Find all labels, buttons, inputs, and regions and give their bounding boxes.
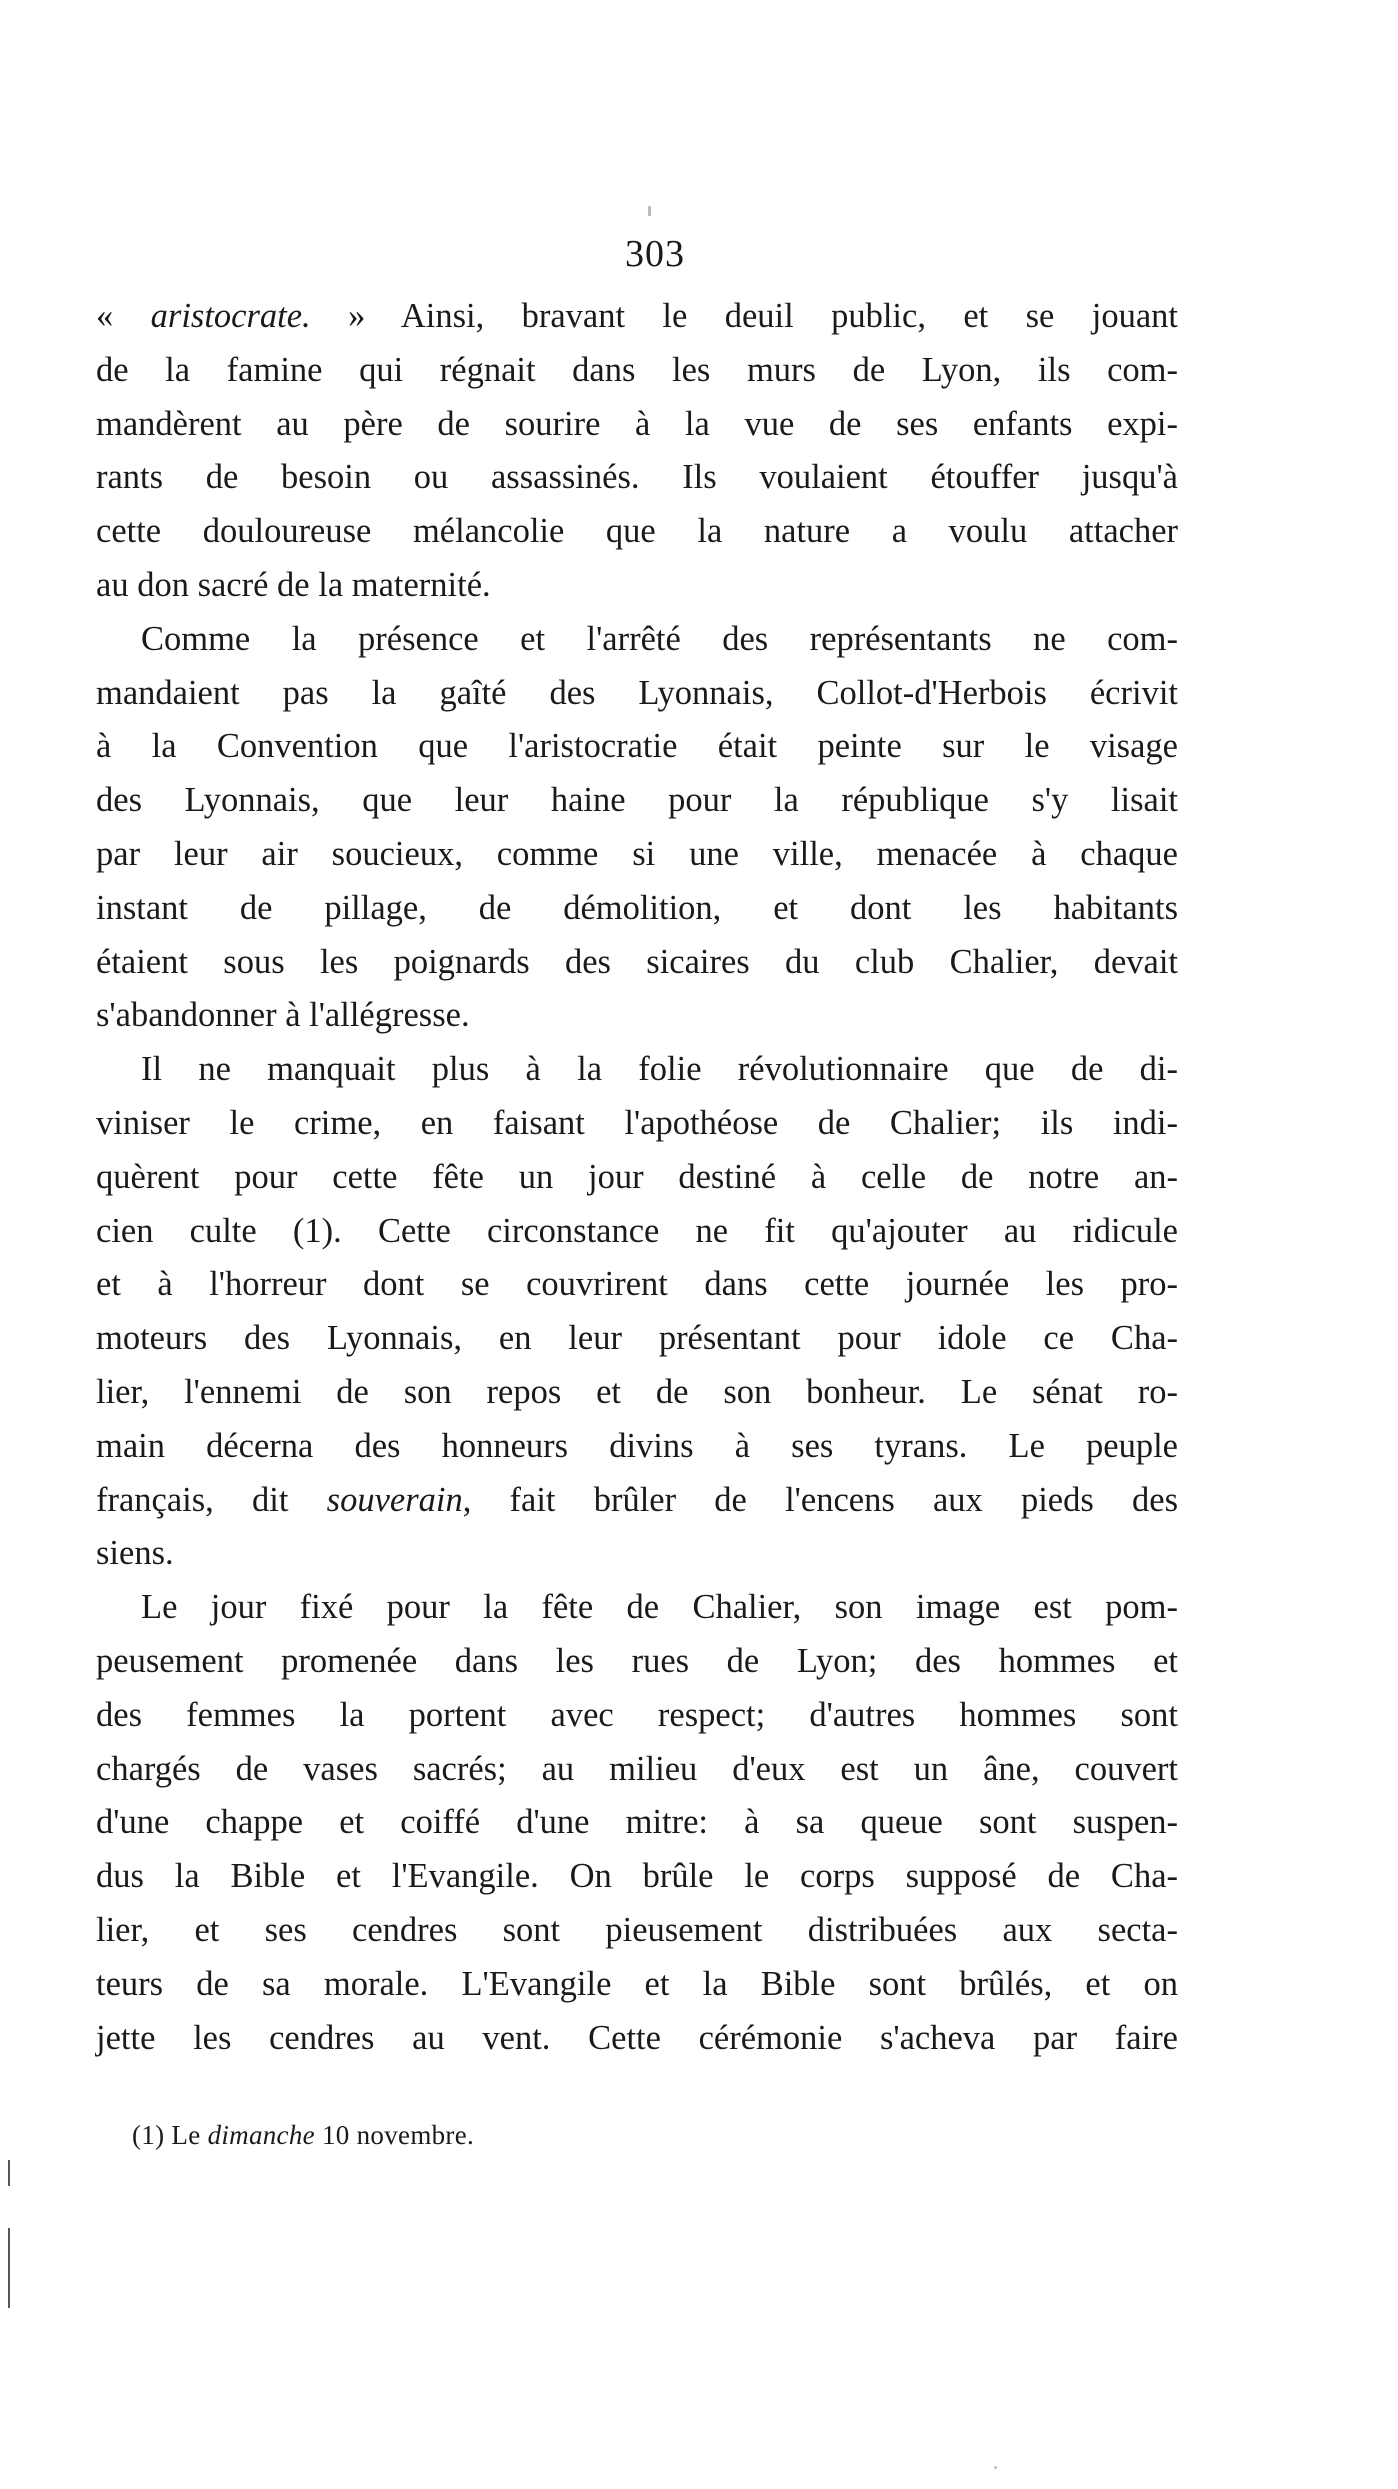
text-line: de la famine qui régnait dans les murs de Lyon, ils com-: [96, 350, 1178, 389]
text-line: dus la Bible et l'Evangile. On brûle le corps supposé de Cha-: [96, 1857, 1178, 1896]
text-line: lier, l'ennemi de son repos et de son bonheur. Le sénat ro-: [96, 1372, 1178, 1411]
text-line: et à l'horreur dont se couvrirent dans cette journée les pro-: [96, 1265, 1178, 1304]
body-text: [96, 290, 1178, 2065]
text-line: instant de pillage, de démolition, et dont les habitants: [96, 888, 1178, 927]
text-line: chargés de vases sacrés; au milieu d'eux est un âne, couvert: [96, 1749, 1178, 1788]
text-line: Comme la présence et l'arrêté des représentants ne com-: [141, 619, 1178, 658]
text-line: peusement promenée dans les rues de Lyon; des hommes et: [96, 1641, 1178, 1680]
scan-speck: [994, 2466, 997, 2469]
line-text: » Ainsi, bravant le deuil public, et se jouant: [310, 297, 1178, 335]
text-line: au don sacré de la maternité.: [96, 565, 491, 604]
page-number: 303: [625, 233, 685, 275]
text-line: des femmes la portent avec respect; d'autres hommes sont: [96, 1695, 1178, 1734]
text-line: main décerna des honneurs divins à ses tyrans. Le peuple: [96, 1426, 1178, 1465]
text-line: s'abandonner à l'allégresse.: [96, 996, 470, 1035]
text-line: d'une chappe et coiffé d'une mitre: à sa queue sont suspen-: [96, 1803, 1178, 1842]
text-line: à la Convention que l'aristocratie était peinte sur le visage: [96, 727, 1178, 766]
scan-margin-mark: [8, 2228, 10, 2308]
text-line: quèrent pour cette fête un jour destiné à celle de notre an-: [96, 1157, 1178, 1196]
italic-word: souverain: [326, 1480, 463, 1519]
line-text: , fait brûler de l'encens aux pieds des: [462, 1480, 1178, 1519]
line-text: français, dit: [96, 1480, 327, 1519]
text-line: viniser le crime, en faisant l'apothéose de Chalier; ils indi-: [96, 1103, 1178, 1142]
text-line: siens.: [96, 1534, 174, 1573]
italic-word: aristocrate.: [150, 297, 311, 335]
text-line: [96, 1474, 1178, 1528]
scan-margin-mark: [8, 2160, 10, 2186]
text-line: mandaient pas la gaîté des Lyonnais, Collot-d'Herbois écrivit: [96, 673, 1178, 712]
text-line: mandèrent au père de sourire à la vue de ses enfants expi-: [96, 404, 1178, 443]
text-line: Le jour fixé pour la fête de Chalier, son image est pom-: [141, 1588, 1178, 1627]
text-line: des Lyonnais, que leur haine pour la république s'y lisait: [96, 781, 1178, 820]
text-line: Il ne manquait plus à la folie révolutionnaire que de di-: [141, 1050, 1178, 1089]
footnote-text: 10 novembre.: [314, 2120, 475, 2150]
text-line: cette douloureuse mélancolie que la nature a voulu attacher: [96, 512, 1178, 551]
open-quote: «: [96, 297, 151, 335]
text-line: jette les cendres au vent. Cette cérémonie s'acheva par faire: [96, 2018, 1178, 2057]
text-line: rants de besoin ou assassinés. Ils voulaient étouffer jusqu'à: [96, 458, 1178, 497]
text-line: par leur air soucieux, comme si une ville, menacée à chaque: [96, 834, 1178, 873]
footnote-marker: (1) Le: [132, 2120, 208, 2150]
footnote-italic: dimanche: [207, 2120, 315, 2150]
text-line: [96, 290, 1178, 344]
text-line: cien culte (1). Cette circonstance ne fit qu'ajouter au ridicule: [96, 1211, 1178, 1250]
text-line: moteurs des Lyonnais, en leur présentant pour idole ce Cha-: [96, 1319, 1178, 1358]
text-line: lier, et ses cendres sont pieusement distribuées aux secta-: [96, 1910, 1178, 1949]
text-line: étaient sous les poignards des sicaires du club Chalier, devait: [96, 942, 1178, 981]
text-line: teurs de sa morale. L'Evangile et la Bible sont brûlés, et on: [96, 1964, 1178, 2003]
scan-speck: [648, 206, 651, 216]
footnote: [132, 2120, 474, 2151]
